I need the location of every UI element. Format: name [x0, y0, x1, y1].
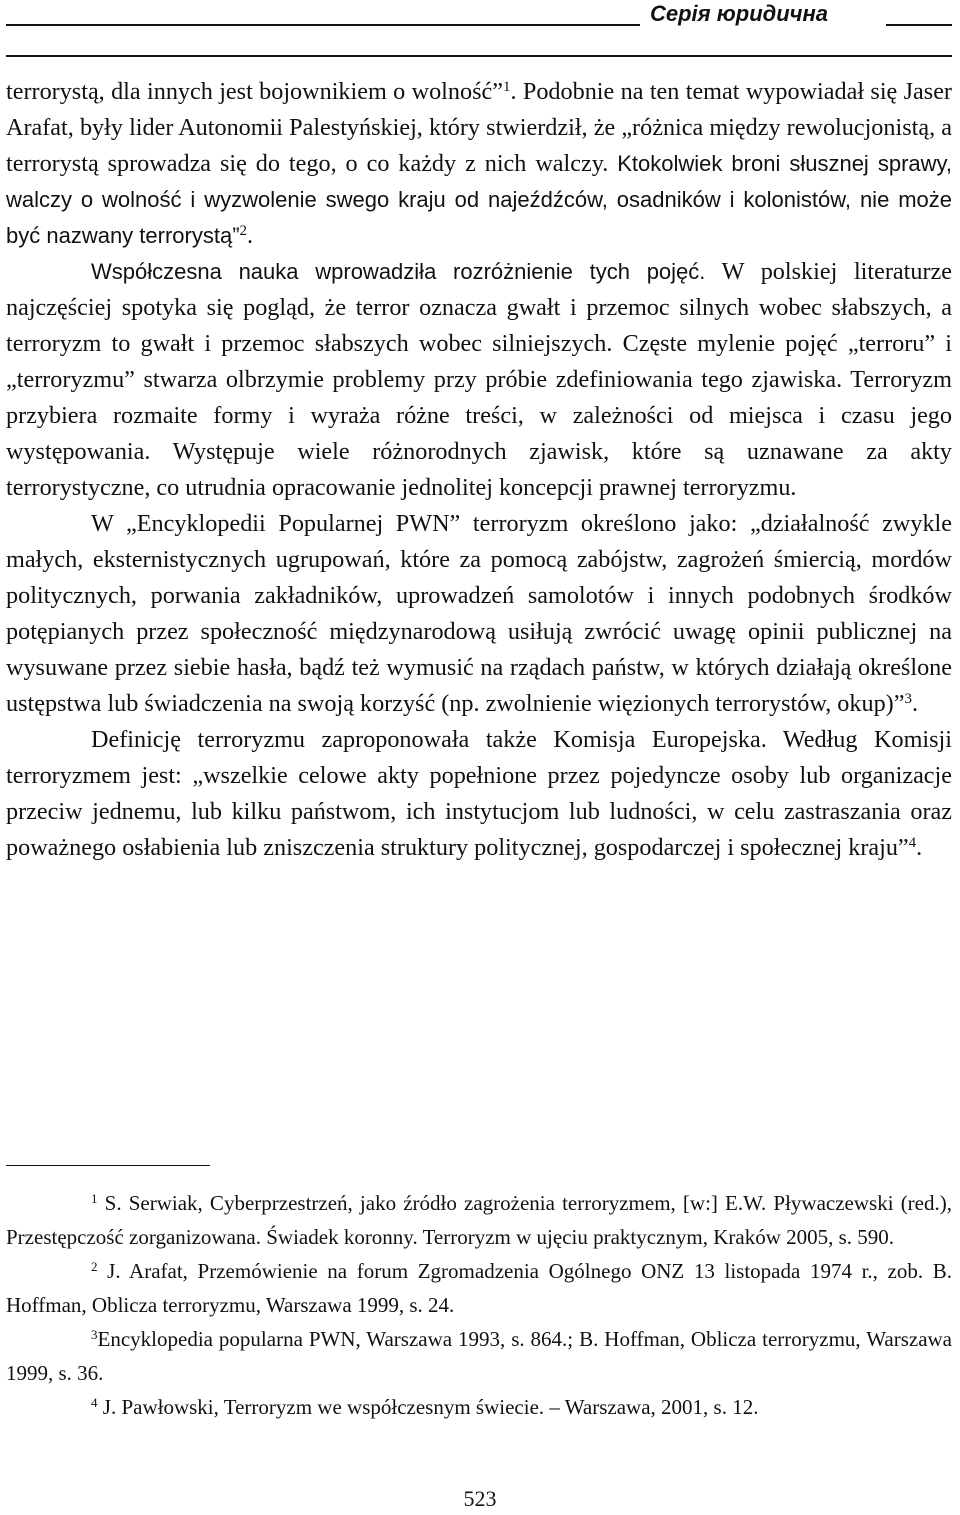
- footnote-number: 4: [91, 1394, 98, 1410]
- header-rule-right: [886, 24, 952, 26]
- footnote-ref-4: 4: [908, 834, 917, 851]
- p1-text-a: terrorystą, dla innych jest bojownikiem o wolność”: [6, 78, 503, 105]
- footnote-ref-3: 3: [904, 690, 912, 707]
- footnote-number: 2: [91, 1258, 98, 1274]
- p1-arafat-quote: Ktokolwiek broni słusznej sprawy, walczy o wolność i wyzwolenie swego kraju od najeźdźców, osadników i kolonistów, nie może być nazwany terrorystą”: [6, 151, 952, 248]
- p2-text: W polskiej literaturze najczęściej spotyka się pogląd, że terror oznacza gwałt i przemoc silnych wobec słabszych, a terroryzm to gwałt i przemoc słabszych wobec silniejszych. Częste mylenie pojęć „terroru” i „terroryzmu” stwarza olbrzymie problemy przy próbie zdefiniowania tego zjawiska. Terroryzm przybiera rozmaite formy i wyraża różne treści, w zależności od miejsca i czasu jego występowania. Występuje wiele różnorodnych zjawisk, które są uznawane za akty terrorystyczne, co utrudnia opracowanie jednolitej koncepcji prawnej terroryzmu.: [6, 258, 952, 501]
- footnote-ref-2: 2: [239, 222, 248, 239]
- footnote-2: [6, 1254, 952, 1322]
- footnote-text: J. Pawłowski, Terroryzm we współczesnym świecie. – Warszawa, 2001, s. 12.: [97, 1395, 759, 1419]
- footnote-separator: [6, 1165, 210, 1166]
- running-header: [6, 0, 952, 62]
- footnote-1: [6, 1186, 952, 1254]
- header-rule-left: [6, 24, 640, 26]
- footnote-text: J. Arafat, Przemówienie na forum Zgromadzenia Ogólnego ONZ 13 listopada 1974 r., zob. B. Hoffman, Oblicza terroryzmu, Warszawa 1999, s. 24.: [6, 1259, 952, 1317]
- p1-text-b: . Podobnie na ten temat wypowiadał się Jaser Arafat, były lider Autonomii Palestyńskiej, który stwierdził, że „różnica między rewolucjonistą, a terrorystą sprowadza się do tego, o co każdy z nich walczy.: [6, 78, 952, 177]
- footnote-ref-1: 1: [502, 78, 511, 95]
- series-title: Серія юридична: [650, 1, 829, 26]
- p1-end: .: [247, 222, 254, 249]
- header-row: [6, 0, 952, 30]
- footnote-text: Encyklopedia popularna PWN, Warszawa 1993, s. 864.; B. Hoffman, Oblicza terroryzmu, Warszawa 1999, s. 36.: [6, 1327, 952, 1385]
- paragraph-4: [6, 722, 952, 866]
- footnote-number: 1: [91, 1190, 98, 1206]
- footnote-text: S. Serwiak, Cyberprzestrzeń, jako źródło zagrożenia terroryzmem, [w:] E.W. Pływaczewski (red.), Przestępczość zorganizowana. Świadek koronny. Terroryzm w ujęciu praktycznym, Kraków 2005, s. 590.: [6, 1191, 952, 1249]
- p4-text: Definicję terroryzmu zaproponowała także Komisja Europejska. Według Komisji terroryzmem jest: „wszelkie celowe akty popełnione przez pojedyncze osoby lub organizacje przeciw jednemu, lub kilku państwom, ich instytucjom lub ludności, w celu zastraszania oraz poważnego osłabienia lub zniszczenia struktury politycznej, gospodarczej i społecznej kraju”: [6, 726, 952, 861]
- p3-text: W „Encyklopedii Popularnej PWN” terroryzm określono jako: „działalność zwykle małych, eksternistycznych ugrupowań, które za pomocą zabójstw, zagrożeń śmiercią, mordów politycznych, porwania zakładników, uprowadzeń samolotów i innych podobnych środków potępianych przez społeczność międzynarodową usiłują zwrócić uwagę opinii publicznej na wysuwane przez siebie hasła, bądź też wymusić na rządach państw, w których działają określone ustępstwa lub świadczenia na swoją korzyść (np. zwolnienie więzionych terrorystów, okup)”: [6, 510, 952, 717]
- footnotes: [6, 1186, 952, 1424]
- p2-lead: Współczesna nauka wprowadziła rozróżnienie tych pojęć.: [91, 259, 706, 284]
- footnote-3: [6, 1322, 952, 1390]
- footnote-number: 3: [91, 1326, 98, 1342]
- header-rule-full: [6, 55, 952, 57]
- page-number: 523: [463, 1486, 497, 1511]
- paragraph-1: [6, 74, 952, 254]
- paragraph-3: [6, 506, 952, 722]
- paragraph-2: [6, 254, 952, 506]
- footnote-4: [6, 1390, 952, 1424]
- body-text: [6, 74, 952, 866]
- p4-end: .: [916, 834, 923, 861]
- p3-end: .: [911, 690, 919, 717]
